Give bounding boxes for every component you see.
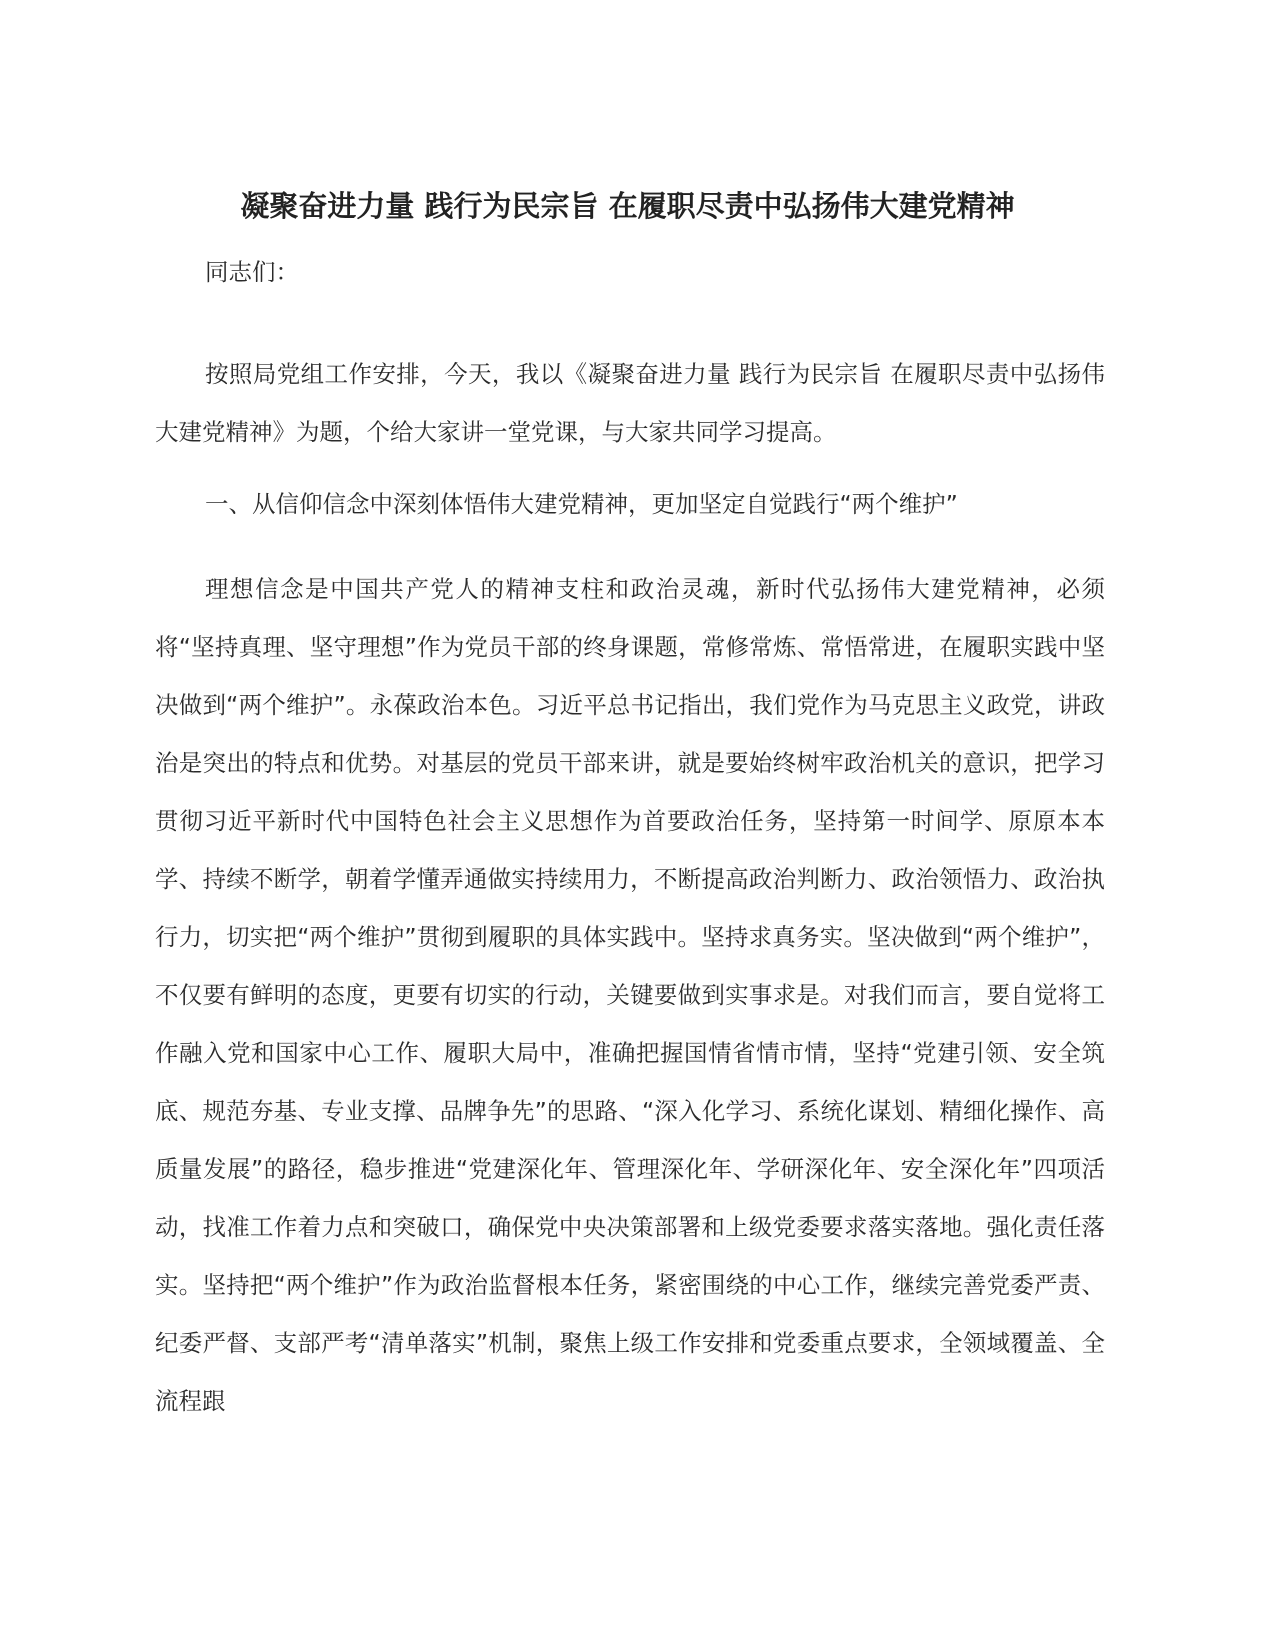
- intro-paragraph: 按照局党组工作安排，今天，我以《凝聚奋进力量 践行为民宗旨 在履职尽责中弘扬伟大建党精神》为题，个给大家讲一堂党课，与大家共同学习提高。: [155, 360, 1105, 446]
- section-body-paragraph: 理想信念是中国共产党人的精神支柱和政治灵魂，新时代弘扬伟大建党精神，必须将“坚持真理、坚守理想”作为党员干部的终身课题，常修常炼、常悟常进，在履职实践中坚决做到“两个维护”。永葆政治本色。习近平总书记指出，我们党作为马克思主义政党，讲政治是突出的特点和优势。对基层的党员干部来讲，就是要始终树牢政治机关的意识，把学习贯彻习近平新时代中国特色社会主义思想作为首要政治任务，坚持第一时间学、原原本本学、持续不断学，朝着学懂弄通做实持续用力，不断提高政治判断力、政治领悟力、政治执行力，切实把“两个维护”贯彻到履职的具体实践中。坚持求真务实。坚决做到“两个维护”，不仅要有鲜明的态度，更要有切实的行动，关键要做到实事求是。对我们而言，要自觉将工作融入党和国家中心工作、履职大局中，准确把握国情省情市情，坚持“党建引领、安全筑底、规范夯基、专业支撑、品牌争先”的思路、“深入化学习、系统化谋划、精细化操作、高质量发展”的路径，稳步推进“党建深化年、管理深化年、学研深化年、安全深化年”四项活动，找准工作着力点和突破口，确保党中央决策部署和上级党委要求落实落地。强化责任落实。坚持把“两个维护”作为政治监督根本任务，紧密围绕的中心工作，继续完善党委严责、纪委严督、支部严考“清单落实”机制，聚焦上级工作安排和党委重点要求，全领域覆盖、全流程跟: [155, 575, 1105, 1415]
- section-heading: 一、从信仰信念中深刻体悟伟大建党精神，更加坚定自觉践行“两个维护”: [205, 490, 958, 518]
- salutation: 同志们：: [205, 258, 299, 286]
- document-title: 凝聚奋进力量 践行为民宗旨 在履职尽责中弘扬伟大建党精神: [240, 189, 1015, 223]
